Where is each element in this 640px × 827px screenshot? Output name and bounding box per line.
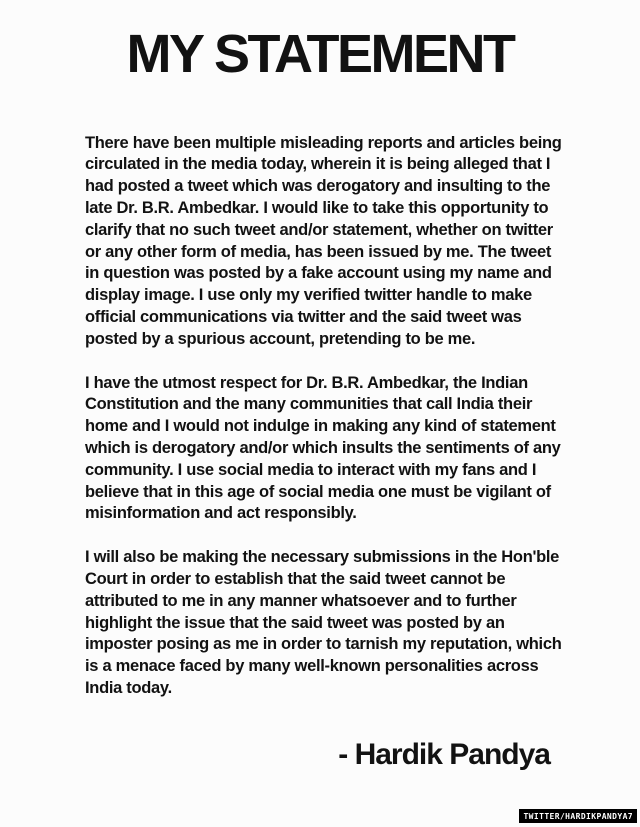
statement-paragraph-3: I will also be making the necessary submissions in the Hon'ble Court in order to establish that the said tweet cannot be attributed to me in any manner whatsoever and to further highlight the issue that the said tweet was posted by an imposter posing as me in order to tarnish my reputation, which is a menace faced by many well-known personalities across India today. [85,548,562,698]
signature: - Hardik Pandya [338,737,550,771]
watermark-credit: TWITTER/HARDIKPANDYA7 [519,809,637,823]
statement-paragraph-2: I have the utmost respect for Dr. B.R. Ambedkar, the Indian Constitution and the many communities that call India their home and I would not indulge in making any kind of statement which is derogatory and/or which insults the sentiments of any community. I use social media to interact with my fans and I believe that in this age of social media one must be vigilant of misinformation and act responsibly. [85,373,561,523]
statement-paragraph-1: There have been multiple misleading reports and articles being circulated in the media today, wherein it is being alleged that I had posted a tweet which was derogatory and insulting to the late Dr. B.R. Ambedkar. I would like to take this opportunity to clarify that no such tweet and/or statement, whether on twitter or any other form of media, has been issued by me. The tweet in question was posted by a fake account using my name and display image. I use only my verified twitter handle to make official communications via twitter and the said tweet was posted by a spurious account, pretending to be me. [85,133,562,348]
statement-body [85,133,562,700]
page-title: MY STATEMENT [126,24,514,84]
statement-image [0,26,640,827]
